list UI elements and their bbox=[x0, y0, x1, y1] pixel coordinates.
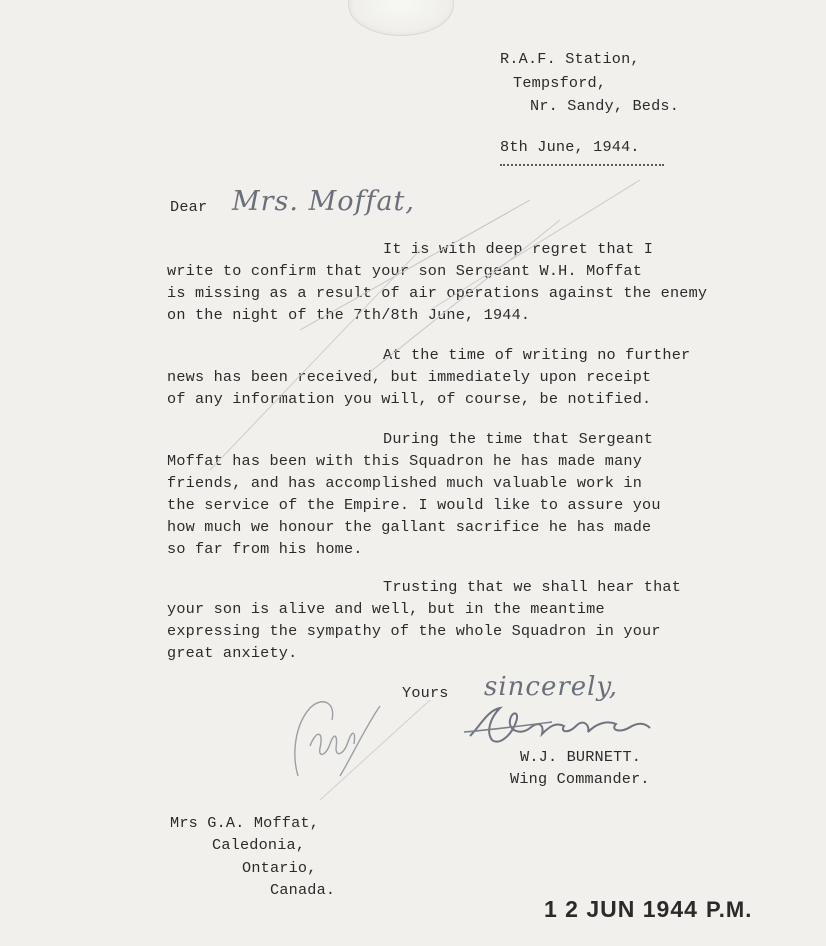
recipient-line-4: Canada. bbox=[270, 881, 336, 899]
received-date-stamp bbox=[544, 896, 752, 923]
recipient-line-2: Caledonia, bbox=[212, 836, 306, 854]
paragraph-4-line-1: Trusting that we shall hear that bbox=[383, 578, 682, 596]
paragraph-4-line-4: great anxiety. bbox=[167, 644, 298, 662]
stamp-date: 1 2 JUN 1944 bbox=[544, 896, 698, 922]
date-underline bbox=[500, 164, 664, 166]
embossed-crest-icon bbox=[348, 0, 454, 36]
paragraph-1-line-2: write to confirm that your son Sergeant W.H. Moffat bbox=[167, 262, 643, 280]
paragraph-3-line-5: how much we honour the gallant sacrifice he has made bbox=[167, 518, 652, 536]
paragraph-4-line-2: your son is alive and well, but in the meantime bbox=[167, 600, 605, 618]
stamp-time: P.M. bbox=[705, 897, 753, 922]
salutation-typed: Dear bbox=[170, 198, 208, 216]
paragraph-1-line-4: on the night of the 7th/8th June, 1944. bbox=[167, 306, 531, 324]
paragraph-1-line-1: It is with deep regret that I bbox=[383, 240, 654, 258]
closing-typed: Yours bbox=[402, 684, 449, 702]
recipient-line-1: Mrs G.A. Moffat, bbox=[170, 814, 320, 832]
sender-address-line-1: R.A.F. Station, bbox=[500, 50, 640, 68]
paragraph-1-line-3: is missing as a result of air operations against the enemy bbox=[167, 284, 708, 302]
paragraph-3-line-6: so far from his home. bbox=[167, 540, 363, 558]
paragraph-3-line-1: During the time that Sergeant bbox=[383, 430, 654, 448]
sender-address-line-3: Nr. Sandy, Beds. bbox=[530, 97, 680, 115]
salutation-handwritten: Mrs. Moffat, bbox=[232, 186, 415, 217]
letter-date: 8th June, 1944. bbox=[500, 138, 640, 156]
paragraph-2-line-3: of any information you will, of course, be notified. bbox=[167, 390, 652, 408]
paragraph-2-line-2: news has been received, but immediately upon receipt bbox=[167, 368, 652, 386]
signature-scrawl-icon bbox=[460, 696, 660, 750]
signatory-name: W.J. BURNETT. bbox=[520, 748, 642, 766]
paragraph-3-line-3: friends, and has accomplished much valuable work in bbox=[167, 474, 643, 492]
paragraph-2-line-1: At the time of writing no further bbox=[383, 346, 691, 364]
paragraph-3-line-4: the service of the Empire. I would like to assure you bbox=[167, 496, 661, 514]
signatory-title: Wing Commander. bbox=[510, 770, 650, 788]
paragraph-4-line-3: expressing the sympathy of the whole Squadron in your bbox=[167, 622, 661, 640]
paragraph-3-line-2: Moffat has been with this Squadron he has made many bbox=[167, 452, 643, 470]
initials-scrawl-icon bbox=[280, 686, 390, 796]
closing-handwritten: sincerely, bbox=[484, 672, 618, 702]
sender-address-line-2: Tempsford, bbox=[513, 74, 607, 92]
recipient-line-3: Ontario, bbox=[242, 859, 317, 877]
